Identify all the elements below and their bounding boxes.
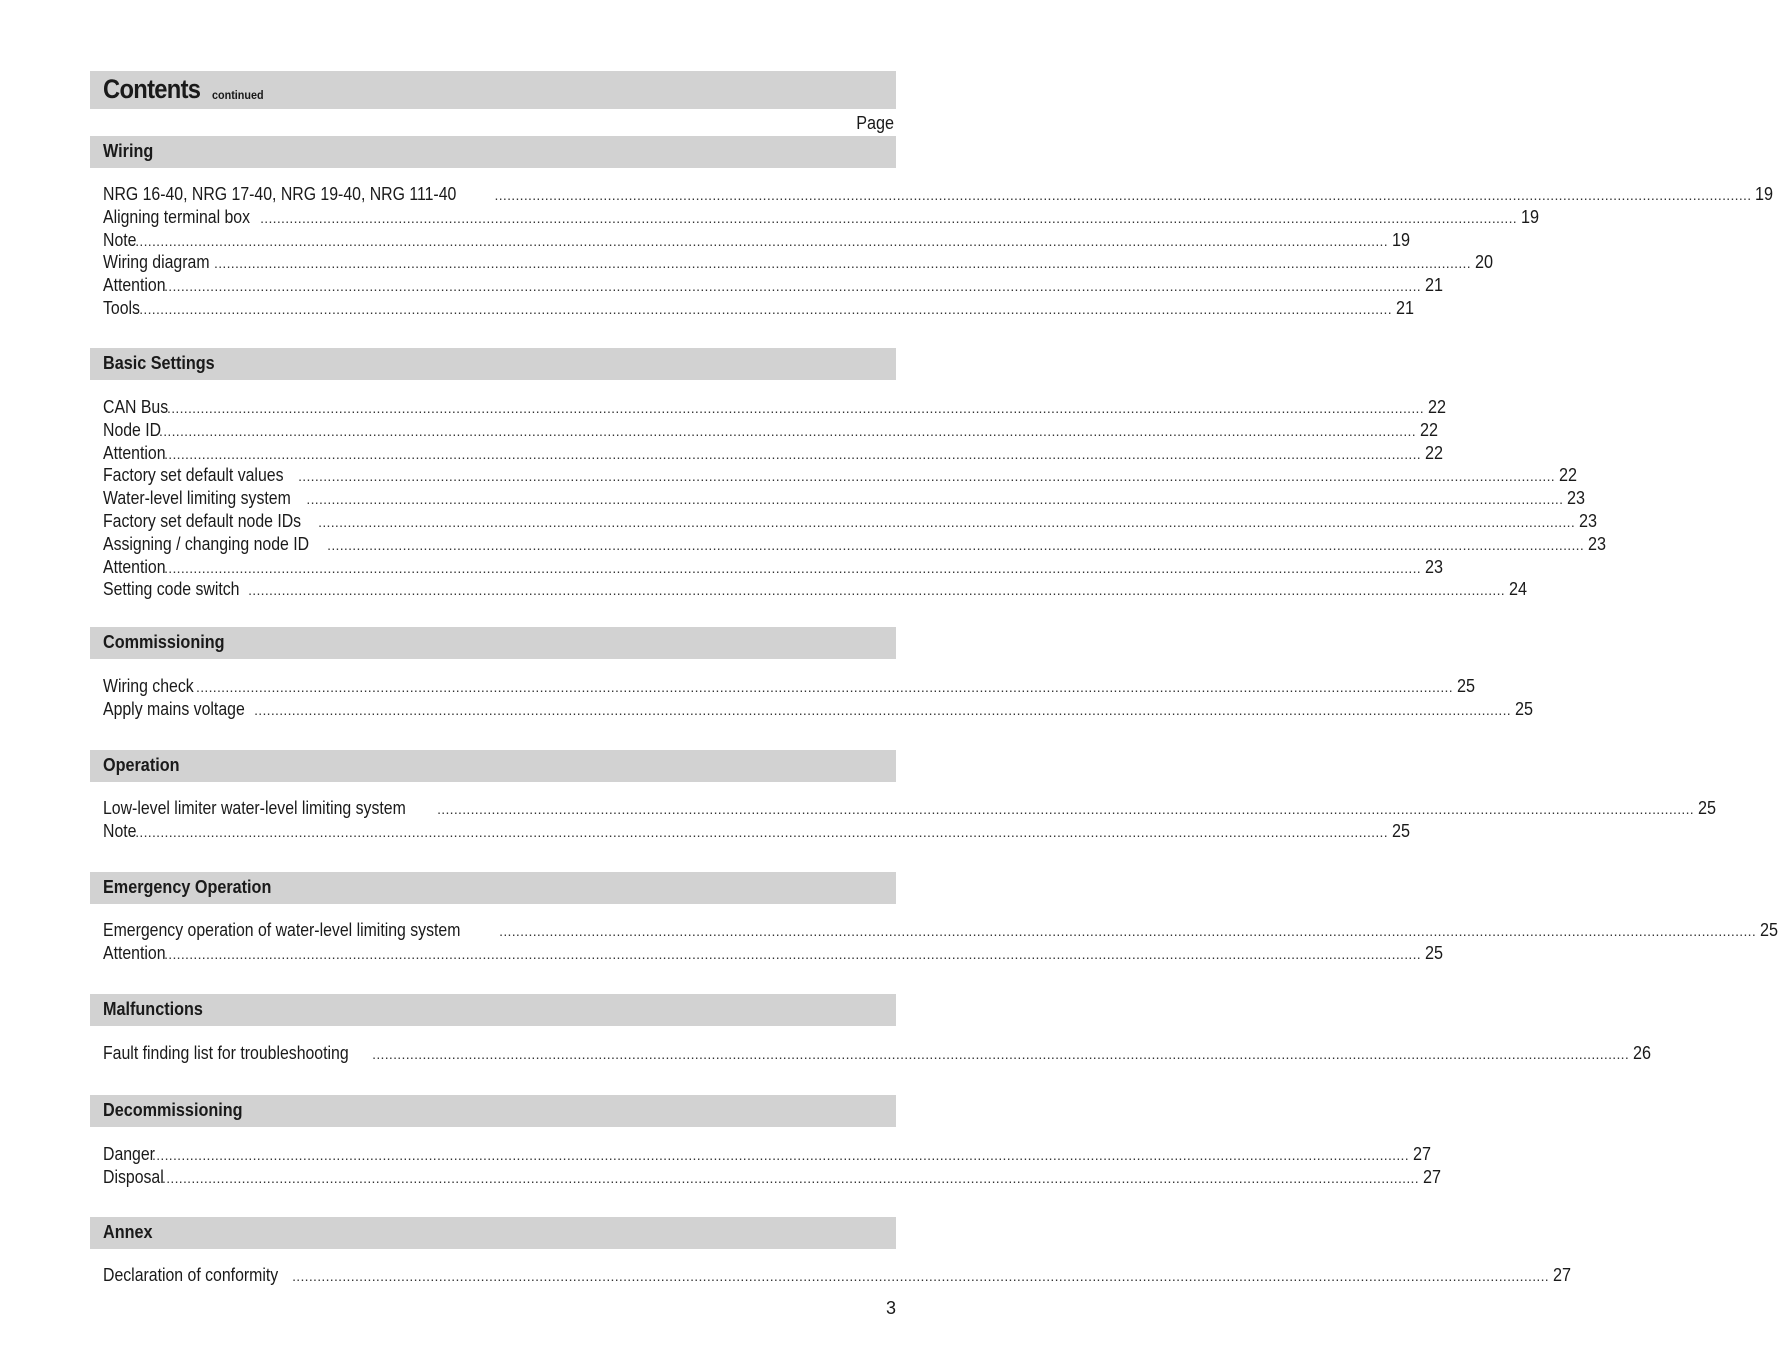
toc-entry[interactable]: [103, 919, 1778, 942]
section-header-emergency-operation: [90, 872, 896, 904]
toc-entry-page: 20: [1474, 252, 1493, 273]
section-entries-annex: [103, 1264, 1572, 1287]
section-entries-wiring: [103, 183, 1774, 320]
section-entries-emergency-operation: [103, 919, 1778, 965]
section-header-annex: [90, 1217, 896, 1249]
section-title: Wiring: [103, 141, 154, 161]
toc-entry[interactable]: [103, 487, 1586, 510]
contents-title-bar: [90, 71, 896, 109]
toc-entry[interactable]: [103, 533, 1607, 556]
toc-entry-label: Node ID: [103, 419, 162, 440]
toc-entry[interactable]: [103, 206, 1540, 229]
toc-entry-label: Danger: [103, 1144, 155, 1164]
toc-entry-page: 22: [1424, 442, 1443, 463]
dot-leader: ............................................................................................................................................................................................................................................................................................................: [164, 278, 1421, 295]
dot-leader: ............................................................................................................................................................................................................................................................................................................: [327, 536, 1585, 553]
dot-leader: ............................................................................................................................................................................................................................................................................................................: [135, 300, 1392, 317]
section-header-decommissioning: [90, 1095, 896, 1127]
toc-entry-label: Factory set default values: [103, 465, 284, 486]
toc-entry[interactable]: [103, 820, 1410, 843]
dot-leader: ............................................................................................................................................................................................................................................................................................................: [260, 209, 1517, 226]
dot-leader: ............................................................................................................................................................................................................................................................................................................: [167, 400, 1424, 416]
toc-entry-page: 25: [1698, 798, 1717, 818]
section-entries-decommissioning: [103, 1143, 1441, 1189]
section-header-commissioning: [90, 627, 896, 659]
section-title: Annex: [103, 1222, 153, 1242]
toc-entry[interactable]: [103, 675, 1475, 698]
page-column-label: Page: [856, 113, 894, 133]
toc-entry[interactable]: [103, 183, 1774, 206]
toc-entry-page: 23: [1579, 510, 1598, 531]
section-entries-basic-settings: [103, 396, 1607, 601]
toc-entry-page: 23: [1588, 533, 1607, 554]
toc-entry-label: Wiring diagram: [103, 252, 210, 273]
toc-entry[interactable]: [103, 464, 1578, 487]
toc-entry-page: 22: [1559, 465, 1578, 486]
dot-leader: ............................................................................................................................................................................................................................................................................................................: [499, 923, 1757, 939]
toc-entry[interactable]: [103, 1166, 1441, 1189]
toc-entry-label: Water-level limiting system: [103, 488, 291, 509]
toc-entry-label: Note: [103, 820, 137, 841]
toc-entry-page: 22: [1419, 419, 1438, 440]
dot-leader: ............................................................................................................................................................................................................................................................................................................: [248, 582, 1505, 599]
dot-leader: ............................................................................................................................................................................................................................................................................................................: [162, 1169, 1419, 1186]
toc-entry-page: 19: [1755, 184, 1774, 204]
dot-leader: ............................................................................................................................................................................................................................................................................................................: [214, 255, 1471, 272]
toc-entry-label: Note: [103, 229, 137, 250]
toc-entry[interactable]: [103, 297, 1414, 320]
dot-leader: ............................................................................................................................................................................................................................................................................................................: [437, 801, 1694, 817]
toc-entry[interactable]: [103, 442, 1443, 465]
toc-entry-label: Emergency operation of water-level limiting system: [103, 920, 461, 940]
dot-leader: ............................................................................................................................................................................................................................................................................................................: [164, 559, 1421, 576]
toc-entry-page: 27: [1422, 1166, 1441, 1187]
toc-entry-label: Aligning terminal box: [103, 206, 251, 227]
toc-entry[interactable]: [103, 942, 1443, 965]
section-header-wiring: [90, 136, 896, 168]
toc-entry-page: 21: [1395, 297, 1414, 318]
toc-entry-label: Attention: [103, 275, 166, 296]
toc-entry-page: 21: [1424, 275, 1443, 296]
toc-entry-page: 25: [1760, 920, 1778, 940]
toc-entry-page: 26: [1633, 1043, 1652, 1063]
toc-entry-page: 22: [1427, 397, 1446, 417]
section-title: Basic Settings: [103, 353, 215, 373]
toc-entry-label: Assigning / changing node ID: [103, 533, 310, 554]
toc-entry-label: Attention: [103, 556, 166, 577]
toc-entry-page: 25: [1456, 676, 1475, 696]
section-entries-operation: [103, 797, 1717, 843]
toc-entry-page: 27: [1412, 1144, 1431, 1164]
section-title: Operation: [103, 755, 180, 775]
toc-entry[interactable]: [103, 274, 1443, 297]
toc-entry[interactable]: [103, 797, 1717, 820]
dot-leader: ............................................................................................................................................................................................................................................................................................................: [164, 945, 1421, 962]
page-number: 3: [885, 1298, 896, 1318]
dot-leader: ............................................................................................................................................................................................................................................................................................................: [372, 1046, 1630, 1062]
dot-leader: ............................................................................................................................................................................................................................................................................................................: [254, 701, 1511, 718]
toc-entry[interactable]: [103, 396, 1446, 419]
toc-entry[interactable]: [103, 1143, 1431, 1166]
toc-entry-page: 23: [1424, 556, 1443, 577]
toc-entry-label: NRG 16-40, NRG 17-40, NRG 19-40, NRG 111-40: [103, 184, 457, 204]
contents-title: Contents: [103, 74, 201, 104]
toc-entry-page: 19: [1391, 229, 1410, 250]
dot-leader: ............................................................................................................................................................................................................................................................................................................: [164, 445, 1421, 462]
dot-leader: ............................................................................................................................................................................................................................................................................................................: [292, 1268, 1549, 1284]
section-title: Commissioning: [103, 632, 225, 652]
dot-leader: ............................................................................................................................................................................................................................................................................................................: [494, 187, 1752, 203]
toc-entry-page: 19: [1521, 206, 1540, 227]
section-entries-commissioning: [103, 675, 1534, 721]
toc-entry-label: Fault finding list for troubleshooting: [103, 1043, 349, 1063]
toc-entry[interactable]: [103, 251, 1493, 274]
toc-entry-label: Disposal: [103, 1166, 164, 1187]
toc-entry-page: 24: [1509, 579, 1528, 600]
dot-leader: ............................................................................................................................................................................................................................................................................................................: [196, 679, 1453, 695]
toc-entry[interactable]: [103, 698, 1534, 721]
toc-entry[interactable]: [103, 1042, 1652, 1065]
toc-entry[interactable]: [103, 1264, 1572, 1287]
section-title: Emergency Operation: [103, 877, 272, 897]
toc-entry[interactable]: [103, 578, 1528, 601]
toc-entry[interactable]: [103, 229, 1410, 252]
section-title: Malfunctions: [103, 999, 203, 1019]
toc-entry[interactable]: [103, 419, 1438, 442]
dot-leader: ............................................................................................................................................................................................................................................................................................................: [318, 513, 1576, 530]
dot-leader: ............................................................................................................................................................................................................................................................................................................: [298, 468, 1556, 485]
dot-leader: ............................................................................................................................................................................................................................................................................................................: [131, 232, 1388, 249]
toc-entry-page: 25: [1424, 942, 1443, 963]
toc-entry-label: Apply mains voltage: [103, 698, 245, 719]
toc-entry-page: 25: [1391, 820, 1410, 841]
section-header-basic-settings: [90, 348, 896, 380]
toc-entry-page: 27: [1553, 1265, 1572, 1285]
contents-subtitle: continued: [212, 88, 264, 102]
toc-entry-page: 25: [1515, 698, 1534, 719]
toc-entry-label: Attention: [103, 942, 166, 963]
toc-entry[interactable]: [103, 556, 1443, 579]
section-title: Decommissioning: [103, 1100, 243, 1120]
toc-entry-label: Low-level limiter water-level limiting system: [103, 798, 406, 818]
dot-leader: ............................................................................................................................................................................................................................................................................................................: [306, 491, 1564, 508]
toc-entry-label: CAN Bus: [103, 397, 169, 417]
toc-entry-label: Setting code switch: [103, 579, 240, 600]
toc-entry-label: Declaration of conformity: [103, 1265, 279, 1285]
dot-leader: ............................................................................................................................................................................................................................................................................................................: [159, 422, 1416, 439]
section-header-malfunctions: [90, 994, 896, 1026]
toc-entry-label: Tools: [103, 297, 140, 318]
toc-entry[interactable]: [103, 510, 1598, 533]
dot-leader: ............................................................................................................................................................................................................................................................................................................: [131, 823, 1388, 840]
dot-leader: ............................................................................................................................................................................................................................................................................................................: [152, 1147, 1409, 1163]
toc-entry-label: Attention: [103, 442, 166, 463]
section-entries-malfunctions: [103, 1042, 1652, 1065]
toc-entry-label: Wiring check: [103, 676, 194, 696]
section-header-operation: [90, 750, 896, 782]
toc-entry-label: Factory set default node IDs: [103, 510, 302, 531]
toc-entry-page: 23: [1567, 488, 1586, 509]
